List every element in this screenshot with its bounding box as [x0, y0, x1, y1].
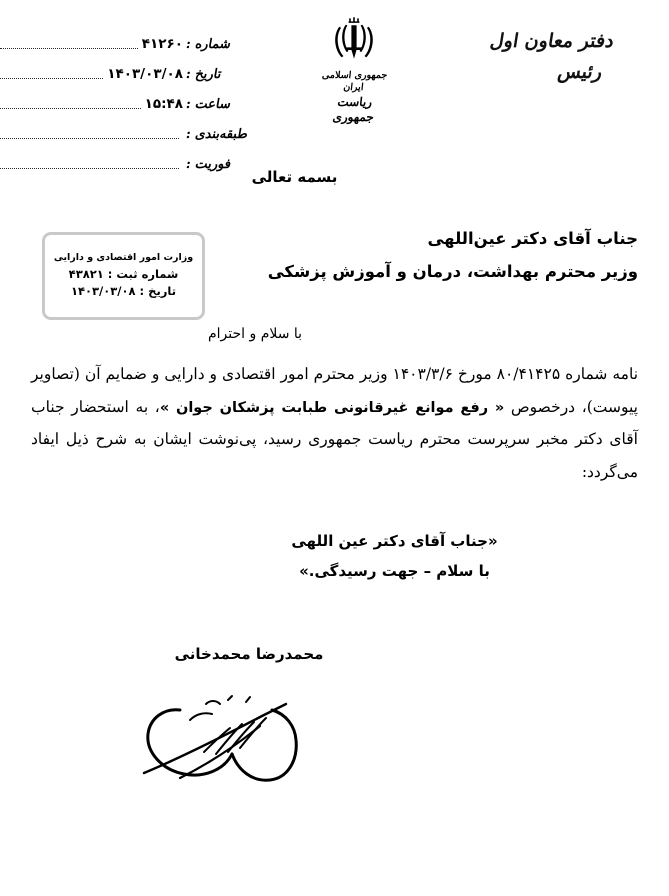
emblem-block — [318, 16, 390, 125]
signer-name: محمدرضا محمدخانی — [174, 645, 324, 663]
field-row-time — [0, 82, 250, 112]
field-label-classification: طبقه‌بندی : — [184, 127, 250, 142]
field-dots-number — [0, 39, 138, 49]
field-dots-date — [0, 69, 103, 79]
handwritten-signature-icon — [120, 678, 340, 798]
office-heading-line2: رئیس — [556, 61, 604, 83]
field-value-date: ۱۴۰۳/۰۳/۰۸ — [107, 66, 183, 82]
emblem-caption-line1: جمهوری اسلامی ایران — [321, 70, 388, 93]
addressee-block — [208, 226, 638, 286]
letterhead-fields — [0, 22, 250, 172]
emblem-caption — [318, 70, 390, 125]
basmala: بسمه تعالی — [251, 168, 338, 186]
stamp-registration-number: شماره ثبت : ۴۳۸۲۱ — [68, 266, 179, 281]
body-paragraph-subject: « رفع موانع غیرقانونی طبابت پزشکان جوان » — [159, 399, 505, 416]
registration-stamp-box — [42, 232, 205, 320]
iran-national-emblem-icon — [318, 16, 390, 68]
endorsement-quote-line1: «جناب آقای دکتر عین اللهی — [291, 532, 498, 550]
endorsement-quote-line2: با سلام – جهت رسیدگی.» — [299, 562, 490, 581]
letter-body — [31, 358, 638, 488]
field-row-date — [0, 52, 250, 82]
field-label-number: شماره : — [184, 37, 233, 52]
field-value-number: ۴۱۲۶۰ — [141, 36, 183, 52]
body-paragraph-part1: نامه شماره ۸۰/۴۱۴۲۵ مورخ ۱۴۰۳/۳/۶ وزیر محترم امور اقتصادی و دارایی و ضمایم آن (تصاویر پیوست)، درخصوص — [31, 365, 639, 416]
office-heading — [457, 30, 647, 83]
greeting-line — [207, 326, 639, 342]
field-row-classification — [0, 112, 250, 142]
field-label-time: ساعت : — [184, 97, 233, 112]
stamp-registration-date: تاریخ : ۱۴۰۳/۰۳/۰۸ — [70, 284, 177, 299]
field-dots-classification — [0, 129, 179, 139]
greeting-text: با سلام و احترام — [208, 326, 303, 342]
addressee-title: وزیر محترم بهداشت، درمان و آموزش پزشکی — [267, 262, 638, 282]
field-dots-time — [0, 99, 141, 109]
addressee-name: جناب آقای دکتر عین‌اللهی — [427, 229, 638, 248]
endorsement-quote — [31, 530, 638, 584]
field-value-time: ۱۵:۴۸ — [144, 96, 183, 112]
stamp-organization: وزارت امور اقتصادی و دارایی — [53, 251, 194, 263]
field-label-urgency: فوریت : — [184, 157, 233, 172]
field-label-date: تاریخ : — [184, 67, 223, 82]
field-row-number — [0, 22, 250, 52]
emblem-caption-line2: ریاست جمهوری — [331, 94, 375, 124]
office-heading-line1: دفتر معاون اول — [488, 30, 616, 52]
body-paragraph-part2: ، به استحضار جناب آقای دکتر مخبر سرپرست محترم ریاست جمهوری رسید، پی‌نوشت ایشان به شرح ذیل ایفاد می‌گردد: — [31, 397, 638, 481]
